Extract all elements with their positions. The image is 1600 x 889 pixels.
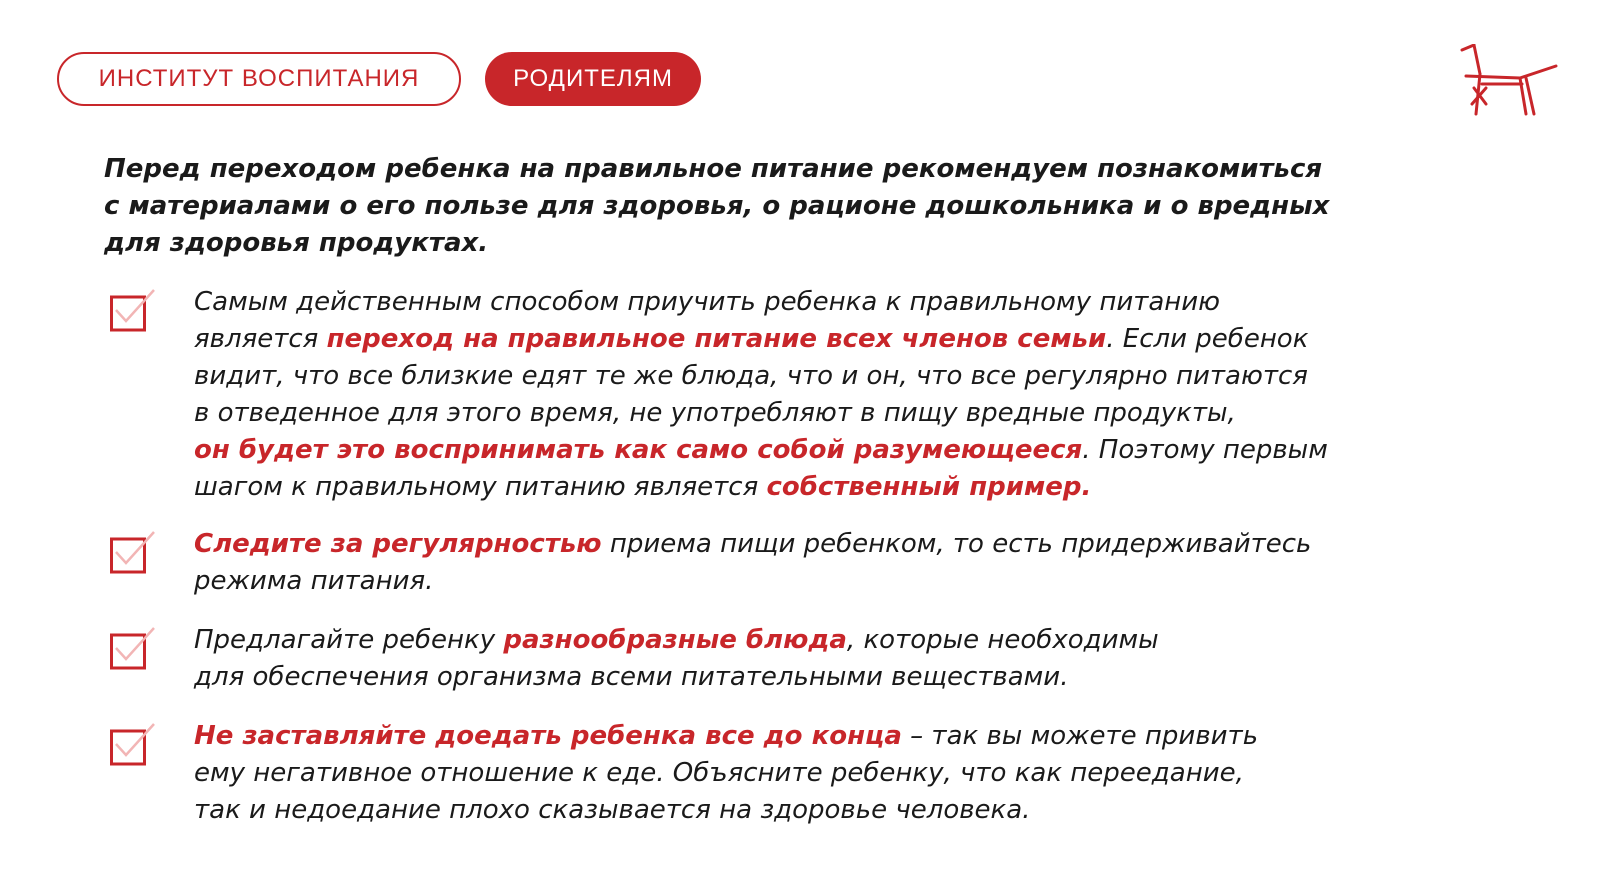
tip-line: для обеспечения организма всеми питательными веществами.: [194, 662, 1069, 692]
tip-line: в отведенное для этого время, не употребляют в пищу вредные продукты,: [194, 398, 1236, 428]
tip-text: [194, 622, 1574, 696]
tip-line: шагом к правильному питанию является: [194, 472, 767, 502]
tag-institute: ИНСТИТУТ ВОСПИТАНИЯ: [57, 52, 461, 106]
intro-paragraph: [104, 151, 1544, 262]
checkbox-icon: [110, 722, 160, 766]
checkbox-icon: [110, 530, 160, 574]
tip-line: – так вы можете привить: [901, 721, 1259, 751]
tip-line: . Поэтому первым: [1082, 435, 1328, 465]
intro-line: с материалами о его пользе для здоровья, о рационе дошкольника и о вредных: [104, 191, 1330, 221]
tip-text: [194, 526, 1574, 600]
highlight-text: переход на правильное питание всех членов семьи: [326, 324, 1107, 354]
tip-line: Самым действенным способом приучить ребенка к правильному питанию: [194, 287, 1221, 317]
checkbox-icon: [110, 288, 160, 332]
tip-line: видит, что все близкие едят те же блюда, что и он, что все регулярно питаются: [194, 361, 1308, 391]
tip-text: [194, 284, 1574, 506]
tip-line: Предлагайте ребенку: [194, 625, 504, 655]
highlight-text: Следите за регулярностью: [194, 529, 602, 559]
tip-line: приема пищи ребенком, то есть придерживайтесь: [601, 529, 1312, 559]
highlight-text: Не заставляйте доедать ребенка все до конца: [194, 721, 902, 751]
tip-line: ему негативное отношение к еде. Объясните ребенку, что как переедание,: [194, 758, 1244, 788]
chair-logo-icon: [1460, 44, 1560, 124]
tip-line: так и недоедание плохо сказывается на здоровье человека.: [194, 795, 1031, 825]
highlight-text: разнообразные блюда: [503, 625, 847, 655]
intro-line: для здоровья продуктах.: [104, 228, 489, 258]
tip-text: [194, 718, 1574, 829]
checkbox-icon: [110, 626, 160, 670]
intro-line: Перед переходом ребенка на правильное питание рекомендуем познакомиться: [104, 154, 1323, 184]
tip-line: . Если ребенок: [1106, 324, 1309, 354]
tag-parents: РОДИТЕЛЯМ: [485, 52, 701, 106]
tip-line: является: [194, 324, 327, 354]
tip-line: , которые необходимы: [846, 625, 1159, 655]
highlight-text: он будет это воспринимать как само собой разумеющееся: [194, 435, 1083, 465]
highlight-text: собственный пример.: [766, 472, 1092, 502]
tip-line: режима питания.: [194, 566, 434, 596]
